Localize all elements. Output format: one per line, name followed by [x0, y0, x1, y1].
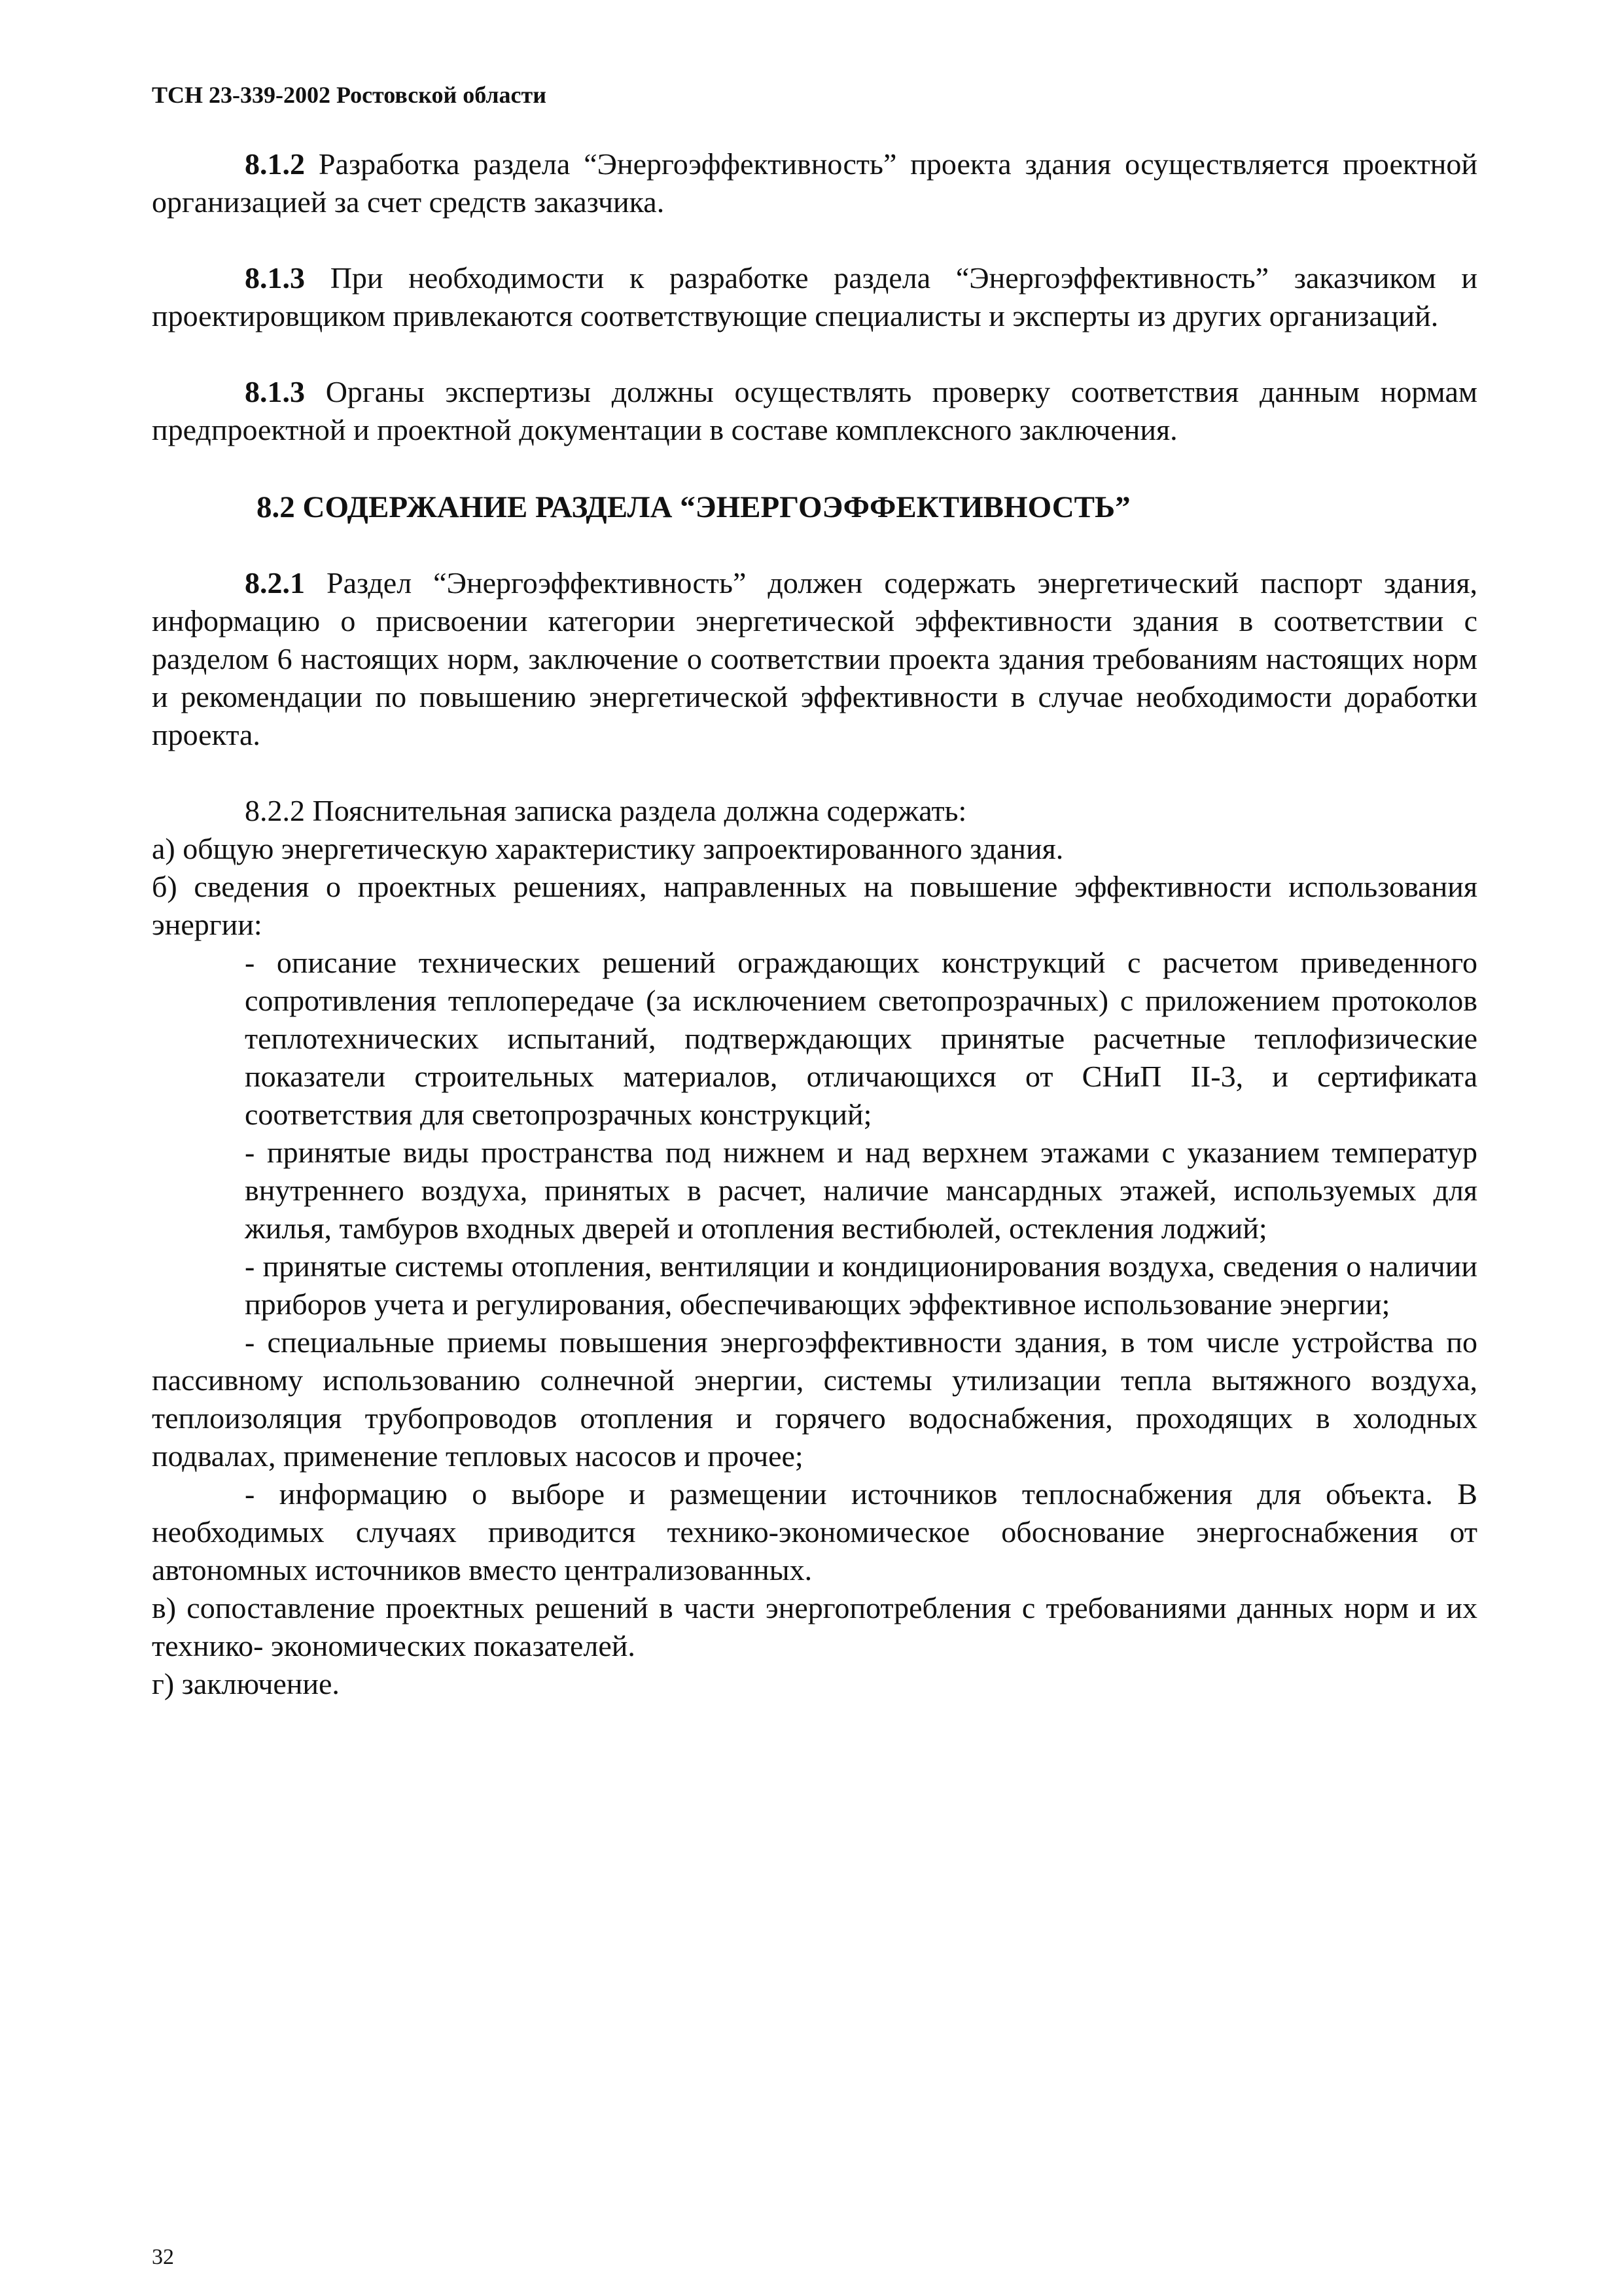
clause-number: 8.1.2	[245, 147, 305, 181]
document-header: ТСН 23-339-2002 Ростовской области	[152, 82, 546, 108]
sub-item-heat-sources: - информацию о выборе и размещении источников теплоснабжения для объекта. В необходимых случаях приводится технико-экономическое обоснование энергоснабжения от автономных источников вместо централизованных.	[152, 1477, 1477, 1587]
list-item-a: а) общую энергетическую характеристику запроектированного здания.	[152, 832, 1064, 865]
clause-number: 8.1.3	[245, 375, 305, 408]
sub-item-systems: - принятые системы отопления, вентиляции и кондиционирования воздуха, сведения о наличии приборов учета и регулирования, обеспечивающих эффективное использование энергии;	[245, 1249, 1477, 1321]
list-item-g: г) заключение.	[152, 1667, 340, 1700]
paragraph-8-1-3-b	[152, 373, 1477, 449]
page-number: 32	[152, 2245, 174, 2269]
list-item-v: в) сопоставление проектных решений в части энергопотребления с требованиями данных норм и их технико- экономических показателей.	[152, 1591, 1477, 1662]
list-item-b: б) сведения о проектных решениях, направленных на повышение эффективности использования энергии:	[152, 870, 1477, 941]
paragraph-8-1-2	[152, 145, 1477, 221]
section-heading: 8.2 СОДЕРЖАНИЕ РАЗДЕЛА “ЭНЕРГОЭФФЕКТИВНОСТЬ”	[256, 490, 1131, 524]
paragraph-8-2-1	[152, 564, 1477, 754]
sub-item-spaces: - принятые виды пространства под нижнем и над верхнем этажами с указанием температур внутреннего воздуха, принятых в расчет, наличие мансардных этажей, используемых для жилья, тамбуров входных дверей и отопления вестибюлей, остекления лоджий;	[245, 1136, 1477, 1245]
clause-text: Пояснительная записка раздела должна содержать:	[305, 794, 967, 827]
clause-text: При необходимости к разработке раздела “Энергоэффективность” заказчиком и проектировщиком привлекаются соответствующие специалисты и эксперты из других организаций.	[152, 261, 1477, 332]
paragraph-8-2-2	[152, 792, 1477, 830]
clause-text: Органы экспертизы должны осуществлять проверку соответствия данным нормам предпроектной и проектной документации в составе комплексного заключения.	[152, 375, 1477, 446]
clause-number: 8.1.3	[245, 261, 305, 295]
clause-text: Раздел “Энергоэффективность” должен содержать энергетический паспорт здания, информацию о присвоении категории энергетической эффективности здания в соответствии с разделом 6 настоящих норм, заключение о соответствии проекта здания требованиям настоящих норм и рекомендации по повышению энергетической эффективности в случае необходимости доработки проекта.	[152, 566, 1477, 751]
document-body	[152, 145, 1477, 1703]
paragraph-8-1-3-a	[152, 259, 1477, 335]
sub-item-special-methods: - специальные приемы повышения энергоэффективности здания, в том числе устройства по пассивному использованию солнечной энергии, системы утилизации тепла вытяжного воздуха, теплоизоляция трубопроводов отопления и горячего водоснабжения, проходящих в холодных подвалах, применение тепловых насосов и прочее;	[152, 1325, 1477, 1473]
clause-number: 8.2.2	[245, 794, 305, 827]
sub-item-constructions: - описание технических решений ограждающих конструкций с расчетом приведенного сопротивления теплопередаче (за исключением светопрозрачных) с приложением протоколов теплотехнических испытаний, подтверждающих принятые расчетные теплофизические показатели строительных материалов, отличающихся от СНиП II-3, и сертификата соответствия для светопрозрачных конструкций;	[245, 946, 1477, 1131]
clause-text: Разработка раздела “Энергоэффективность” проекта здания осуществляется проектной организацией за счет средств заказчика.	[152, 147, 1477, 219]
clause-number: 8.2.1	[245, 566, 305, 600]
